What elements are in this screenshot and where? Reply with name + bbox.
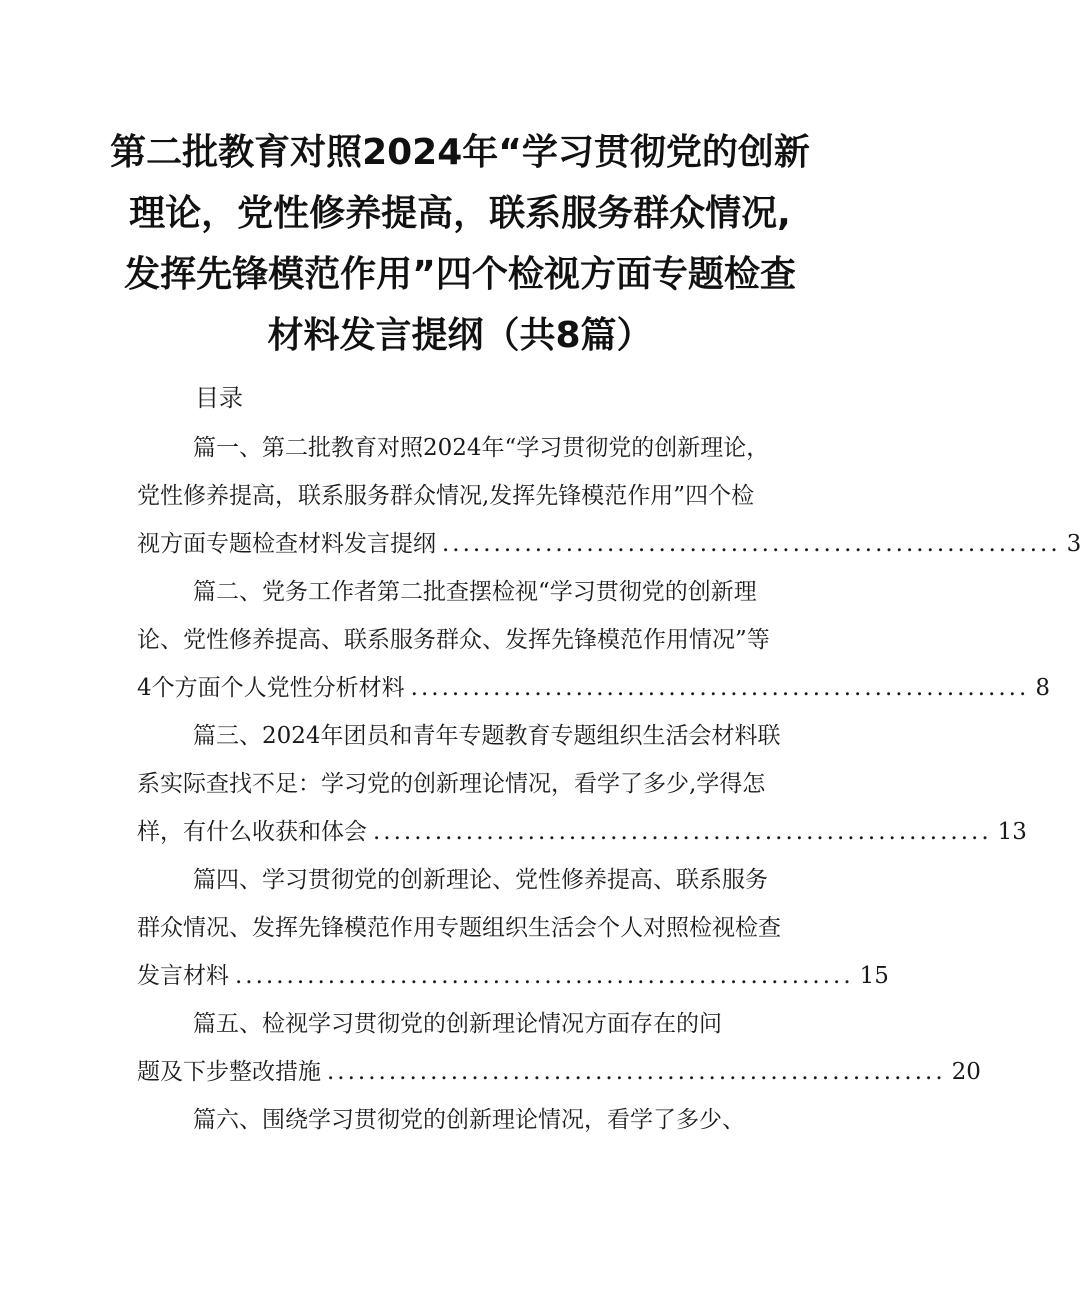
toc-entry-line: 视方面专题检查材料发言提纲 <box>137 531 436 557</box>
title-line: 第二批教育对照2024年“学习贯彻党的创新 <box>110 132 810 173</box>
toc-entry[interactable] <box>137 1000 981 1096</box>
title-line: 发挥先锋模范作用”四个检视方面专题检查 <box>124 254 796 295</box>
toc-entry-line: 4个方面个人党性分析材料 <box>137 675 405 701</box>
toc-entry[interactable] <box>137 712 1027 856</box>
toc-entry-last-line <box>137 1048 981 1096</box>
toc-entry-line: 题及下步整改措施 <box>137 1059 321 1085</box>
toc-heading: 目录 <box>195 384 243 412</box>
toc-page-number: 3 <box>1066 531 1081 557</box>
toc-entry-line: 群众情况、发挥先锋模范作用专题组织生活会个人对照检视检查 <box>137 915 781 941</box>
toc-entry-line: 论、党性修养提高、联系服务群众、发挥先锋模范作用情况”等 <box>137 627 770 653</box>
toc-leader-dots: ............................................................ <box>235 963 854 989</box>
toc-entry-line: 发言材料 <box>137 963 229 989</box>
toc-entry-last-line <box>137 520 1081 568</box>
title-line: 材料发言提纲（共8篇） <box>267 315 653 356</box>
toc-entry-line: 篇二、党务工作者第二批查摆检视“学习贯彻党的创新理 <box>193 579 757 605</box>
toc-entry[interactable] <box>137 856 889 1000</box>
table-of-contents <box>137 424 1081 1144</box>
toc-entry-line: 篇三、2024年团员和青年专题教育专题组织生活会材料联 <box>193 723 781 749</box>
toc-leader-dots: ............................................................ <box>410 675 1030 701</box>
title-line: 理论，党性修养提高，联系服务群众情况, <box>129 193 791 234</box>
toc-leader-dots: ............................................................ <box>373 819 992 845</box>
toc-entry-line: 系实际查找不足：学习党的创新理论情况，看学了多少,学得怎 <box>137 771 766 797</box>
toc-entry-line: 篇一、第二批教育对照2024年“学习贯彻党的创新理论， <box>193 435 770 461</box>
toc-entry-last-line <box>137 808 1027 856</box>
toc-entry-line: 党性修养提高，联系服务群众情况,发挥先锋模范作用”四个检 <box>137 483 755 509</box>
toc-entry-line: 篇六、围绕学习贯彻党的创新理论情况，看学了多少、 <box>193 1107 745 1133</box>
toc-leader-dots: ............................................................ <box>327 1059 946 1085</box>
document-title <box>100 122 820 366</box>
toc-page-number: 13 <box>997 819 1027 845</box>
toc-entry[interactable] <box>137 1096 785 1144</box>
toc-entry-last-line <box>137 952 889 1000</box>
toc-page-number: 15 <box>859 963 889 989</box>
toc-leader-dots: ............................................................ <box>442 531 1061 557</box>
toc-entry-line: 篇四、学习贯彻党的创新理论、党性修养提高、联系服务 <box>193 867 768 893</box>
toc-page-number: 8 <box>1035 675 1050 701</box>
toc-entry[interactable] <box>137 424 1081 568</box>
toc-entry-line: 样，有什么收获和体会 <box>137 819 367 845</box>
toc-entry-line: 篇五、检视学习贯彻党的创新理论情况方面存在的问 <box>193 1011 722 1037</box>
toc-entry[interactable] <box>137 568 1050 712</box>
toc-page-number: 20 <box>951 1059 981 1085</box>
toc-entry-last-line <box>137 664 1050 712</box>
